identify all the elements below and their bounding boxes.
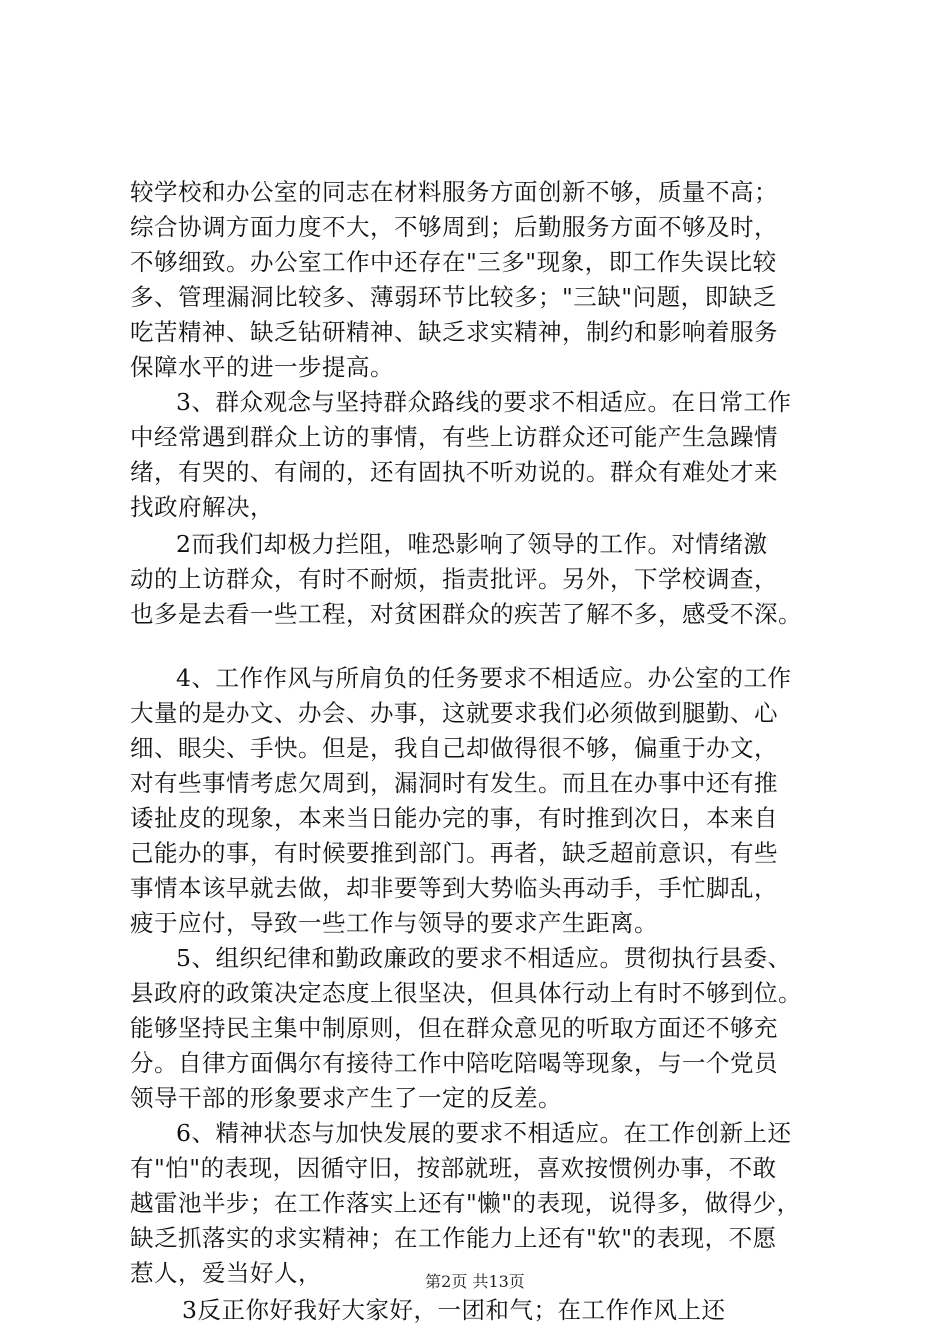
text-line: 细、眼尖、手快。但是，我自己却做得很不够，偏重于办文，	[130, 734, 778, 762]
text-line: 疲于应付，导致一些工作与领导的要求产生距离。	[130, 909, 658, 937]
text-line: 5、组织纪律和勤政廉政的要求不相适应。贯彻执行县委、	[176, 944, 792, 972]
text-line: 动的上访群众，有时不耐烦，指责批评。另外，下学校调查，	[130, 565, 778, 593]
text-line: 诿扯皮的现象，本来当日能办完的事，有时推到次日，本来自	[130, 804, 778, 832]
text-line: 事情本该早就去做，却非要等到大势临头再动手，手忙脚乱，	[130, 874, 778, 902]
text-line: 不够细致。办公室工作中还存在"三多"现象，即工作失误比较	[130, 248, 777, 276]
text-line: 县政府的政策决定态度上很坚决，但具体行动上有时不够到位。	[130, 979, 802, 1007]
text-line: 领导干部的形象要求产生了一定的反差。	[130, 1084, 562, 1112]
text-line: 4、工作作风与所肩负的任务要求不相适应。办公室的工作	[176, 664, 792, 692]
text-line: 越雷池半步；在工作落实上还有"懒"的表现，说得多，做得少，	[130, 1189, 801, 1217]
text-line: 己能办的事，有时候要推到部门。再者，缺乏超前意识，有些	[130, 839, 778, 867]
text-line: 绪，有哭的、有闹的，还有固执不听劝说的。群众有难处才来	[130, 458, 778, 486]
text-line: 中经常遇到群众上访的事情，有些上访群众还可能产生急躁情	[130, 423, 778, 451]
text-line: 能够坚持民主集中制原则，但在群众意见的听取方面还不够充	[130, 1014, 778, 1042]
text-line: 找政府解决，	[130, 493, 274, 521]
page-number-footer: 第2页 共13页	[425, 1272, 525, 1291]
text-line: 有"怕"的表现，因循守旧，按部就班，喜欢按惯例办事，不敢	[130, 1154, 777, 1182]
text-line: 3、群众观念与坚持群众路线的要求不相适应。在日常工作	[176, 388, 792, 416]
text-line: 2而我们却极力拦阻，唯恐影响了领导的工作。对情绪激	[176, 530, 768, 558]
text-line: 吃苦精神、缺乏钻研精神、缺乏求实精神，制约和影响着服务	[130, 318, 778, 346]
text-line: 惹人，爱当好人，	[130, 1259, 322, 1287]
text-line: 3反正你好我好大家好，一团和气；在工作作风上还	[182, 1296, 726, 1324]
text-line: 较学校和办公室的同志在材料服务方面创新不够，质量不高；	[130, 178, 778, 206]
text-line: 综合协调方面力度不大，不够周到；后勤服务方面不够及时，	[130, 213, 778, 241]
text-line: 分。自律方面偶尔有接待工作中陪吃陪喝等现象，与一个党员	[130, 1049, 778, 1077]
text-line: 也多是去看一些工程，对贫困群众的疾苦了解不多，感受不深。	[130, 600, 802, 628]
text-line: 多、管理漏洞比较多、薄弱环节比较多；"三缺"问题，即缺乏	[130, 283, 777, 311]
text-line: 保障水平的进一步提高。	[130, 353, 394, 381]
text-line: 对有些事情考虑欠周到，漏洞时有发生。而且在办事中还有推	[130, 769, 778, 797]
text-line: 缺乏抓落实的求实精神；在工作能力上还有"软"的表现，不愿	[130, 1224, 777, 1252]
text-line: 6、精神状态与加快发展的要求不相适应。在工作创新上还	[176, 1119, 792, 1147]
text-line: 大量的是办文、办会、办事，这就要求我们必须做到腿勤、心	[130, 699, 778, 727]
